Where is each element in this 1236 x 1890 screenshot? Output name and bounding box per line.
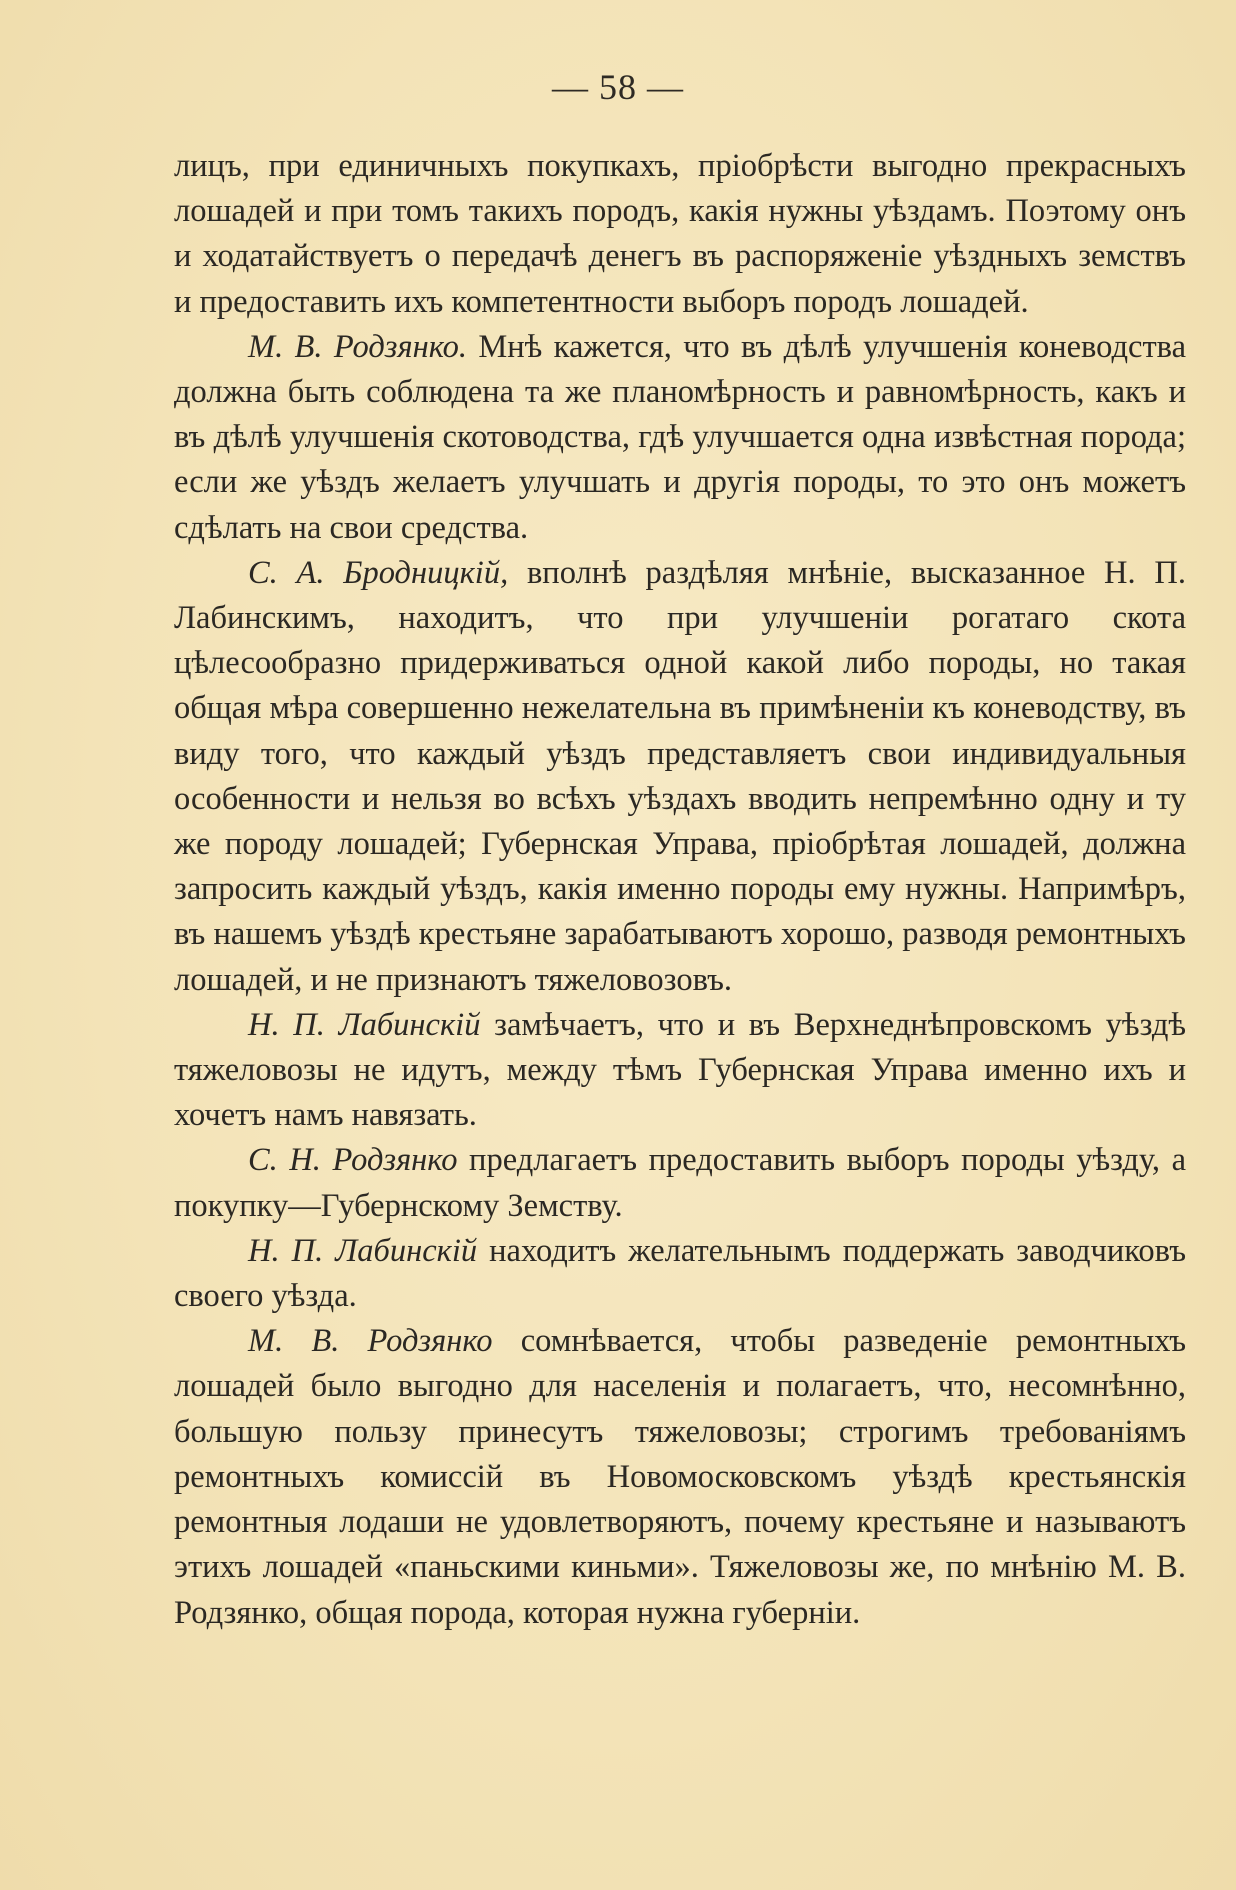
speaker-name: С. Н. Родзянко	[248, 1142, 458, 1179]
paragraph-text: Мнѣ кажется, что въ дѣлѣ улучшенія коневодства должна быть соблюдена та же планомѣрность и равномѣрность, какъ и въ дѣлѣ улучшенія скотоводства, гдѣ улучшается одна извѣстная порода; если же уѣздъ желаетъ улучшать и другія породы, то это онъ можетъ сдѣлать на свои средства.	[174, 328, 1186, 546]
paragraph-text: вполнѣ раздѣляя мнѣніе, высказанное Н. П. Лабинскимъ, находитъ, что при улучшеніи рогатаго скота цѣлесообразно придерживаться одной какой либо породы, но такая общая мѣра совершенно нежелательна въ примѣненіи къ коневодству, въ виду того, что каждый уѣздъ представляетъ свои индивидуальныя особенности и нельзя во всѣхъ уѣздахъ вводить непремѣнно одну и ту же породу лошадей; Губернская Управа, пріобрѣтая лошадей, должна запросить каждый уѣздъ, какія именно породы ему нужны. Напримѣръ, въ нашемъ уѣздѣ крестьяне зарабатываютъ хорошо, разводя ремонтныхъ лошадей, и не признаютъ тяжеловозовъ.	[174, 554, 1186, 998]
speaker-name: Н. П. Лабинскій	[248, 1006, 481, 1043]
page-number: — 58 —	[552, 67, 684, 107]
speaker-name: М. В. Родзянко.	[248, 328, 468, 365]
paragraph-5	[174, 1138, 1186, 1228]
page-text	[174, 144, 1186, 1636]
paragraph-1	[174, 144, 1186, 325]
speaker-name: С. А. Бродницкій,	[248, 554, 509, 591]
paragraph-text: предлагаетъ предоставить выборъ породы уѣзду, а покупку—Губернскому Земству.	[174, 1142, 1186, 1224]
paragraph-2	[174, 325, 1186, 551]
paragraph-text: сомнѣвается, чтобы разведеніе ремонтныхъ лошадей было выгодно для населенія и полагаетъ, что, несомнѣнно, большую пользу принесутъ тяжеловозы; строгимъ требованіямъ ремонтныхъ комиссій въ Новомосковскомъ уѣздѣ крестьянскія ремонтныя лодаши не удовлетворяютъ, почему крестьяне и называютъ этихъ лошадей «паньскими киньми». Тяжеловозы же, по мнѣнію М. В. Родзянко, общая порода, которая нужна губерніи.	[174, 1323, 1187, 1631]
paragraph-text: находитъ желательнымъ поддержать заводчиковъ своего уѣзда.	[174, 1232, 1186, 1315]
paragraph-text: лицъ, при единичныхъ покупкахъ, пріобрѣсти выгодно прекрасныхъ лошадей и при томъ такихъ породъ, какія нужны уѣздамъ. Поэтому онъ и ходатайствуетъ о передачѣ денегъ въ распоряженіе уѣздныхъ земствъ и предоставить ихъ компетентности выборъ породъ лошадей.	[174, 148, 1186, 320]
paragraph-text: замѣчаетъ, что и въ Верхнеднѣпровскомъ уѣздѣ тяжеловозы не идутъ, между тѣмъ Губернская Управа именно ихъ и хочетъ намъ навязать.	[174, 1006, 1186, 1134]
paragraph-3	[174, 551, 1186, 1003]
speaker-name: Н. П. Лабинскій	[248, 1232, 478, 1269]
paragraph-4	[174, 1003, 1186, 1139]
paragraph-6	[174, 1229, 1186, 1319]
paragraph-7	[174, 1319, 1186, 1635]
speaker-name: М. В. Родзянко	[248, 1323, 493, 1360]
